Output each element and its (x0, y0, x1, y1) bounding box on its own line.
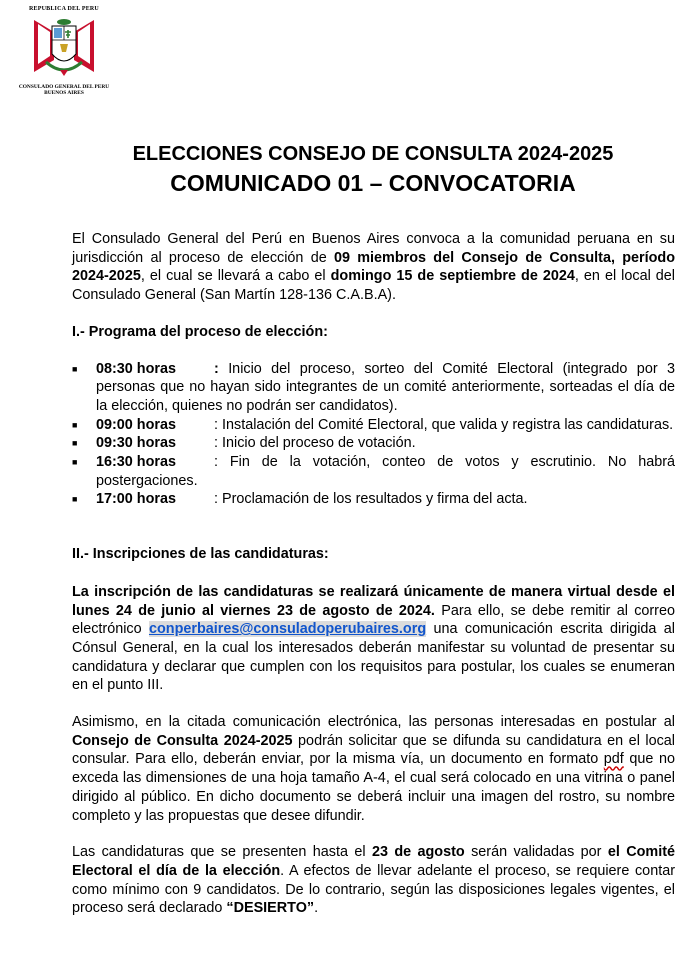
schedule-text: Fin de la votación, conteo de votos y escrutinio. No habrá postergaciones. (96, 454, 675, 489)
spellcheck-word: pdf (603, 751, 624, 768)
schedule-time: 09:30 horas (96, 435, 176, 452)
text: El Consulado General del Perú en Buenos Aires convoca a la comunidad peruana en su jurisdicción al proceso de elección de (72, 231, 675, 266)
email-link[interactable]: conperbaires@consuladoperubaires.org (148, 621, 427, 638)
registration-paragraph (72, 583, 675, 695)
schedule-text: Inicio del proceso, sorteo del Comité Electoral (integrado por 3 personas que no hayan sido integrantes de un comité anteriormente, sorteadas el día de la elección, quienes no podrán ser candidatos). (96, 360, 675, 414)
square-bullet-icon: ■ (72, 457, 78, 468)
text: Las candidaturas que se presenten hasta el (72, 844, 372, 861)
bold-text: el Comité Electoral el día de la elección (72, 844, 676, 879)
publicity-paragraph (72, 713, 675, 825)
schedule-text: Inicio del proceso de votación. (222, 435, 416, 452)
bold-text: 23 de agosto (371, 844, 465, 861)
bold-text: La inscripción de las candidaturas se realizará únicamente de manera virtual desde el lunes 24 de junio al viernes 23 de agosto de 2024. (72, 583, 675, 619)
peru-coat-of-arms-icon (24, 12, 104, 84)
list-item (72, 434, 675, 453)
text: podrán solicitar que se difunda su candidatura en el local consular. Para ello, deberán enviar, por la misma vía, un documento en formato (72, 732, 676, 768)
square-bullet-icon: ■ (72, 494, 78, 505)
separator: : (214, 435, 222, 452)
bold-text: “DESIERTO” (226, 900, 315, 917)
city-label: BUENOS AIRES (44, 90, 84, 96)
separator: : (214, 454, 230, 471)
text: una comunicación escrita dirigida al Cónsul General, en la cual los interesados deberán manifestar su voluntad de presentar su candidatura y declarar que cumplen con los requisitos para postular, los cuales se enumeran en el punto III. (72, 621, 675, 694)
schedule-time: 08:30 horas (96, 360, 176, 377)
list-item (72, 416, 675, 435)
schedule-text: Proclamación de los resultados y firma del acta. (222, 491, 528, 508)
schedule-time: 16:30 horas (96, 454, 176, 471)
square-bullet-icon: ■ (72, 438, 78, 449)
list-item (72, 490, 675, 509)
validation-paragraph (72, 843, 675, 918)
schedule-list (72, 360, 675, 510)
text: serán validadas por (464, 844, 608, 861)
title-elections: ELECCIONES CONSEJO DE CONSULTA 2024-2025 (132, 143, 614, 165)
text: , en el local del Consulado General (San Martín 128-136 C.A.B.A). (72, 268, 675, 304)
list-item (72, 453, 675, 490)
document-body (72, 230, 675, 918)
separator: : (214, 360, 229, 377)
consulate-label: CONSULADO GENERAL DEL PERU (18, 84, 110, 90)
square-bullet-icon: ■ (72, 363, 78, 374)
square-bullet-icon: ■ (72, 419, 78, 430)
text: . A efectos de llevar adelante el proceso, se requiere contar como mínimo con 9 candidatos. De lo contrario, según las disposiciones legales vigentes, el proceso será declarado (72, 862, 675, 917)
bold-text: domingo 15 de septiembre de 2024 (330, 268, 575, 285)
title-communique: COMUNICADO 01 – CONVOCATORIA (170, 170, 576, 196)
separator: : (214, 491, 222, 508)
text: , el cual se llevará a cabo el (140, 268, 331, 285)
schedule-text: Instalación del Comité Electoral, que valida y registra las candidaturas. (222, 416, 674, 433)
section1-heading: I.- Programa del proceso de elección: (72, 323, 328, 340)
separator: : (214, 416, 222, 433)
republic-label: REPUBLICA DEL PERU (29, 6, 99, 12)
list-item (72, 360, 675, 416)
intro-paragraph (72, 230, 675, 305)
section2-heading: II.- Inscripciones de las candidaturas: (72, 546, 329, 563)
schedule-time: 09:00 horas (96, 416, 176, 433)
text: Asimismo, en la citada comunicación electrónica, las personas interesadas en postular al (72, 714, 675, 731)
text: que no exceda las dimensiones de una hoja tamaño A-4, el cual será colocado en una vitrina o panel dirigido al público. En dicho documento se deberá incluir una imagen del rostro, su nombre completo y las propuestas que desee difundir. (72, 751, 676, 824)
bold-text: 09 miembros del Consejo de Consulta, período 2024-2025 (72, 249, 675, 285)
consulate-logo (8, 6, 120, 96)
text: Para ello, se debe remitir al correo electrónico (72, 602, 675, 638)
schedule-time: 17:00 horas (96, 491, 176, 508)
bold-text: Consejo de Consulta 2024-2025 (72, 732, 293, 749)
text: . (314, 900, 319, 917)
